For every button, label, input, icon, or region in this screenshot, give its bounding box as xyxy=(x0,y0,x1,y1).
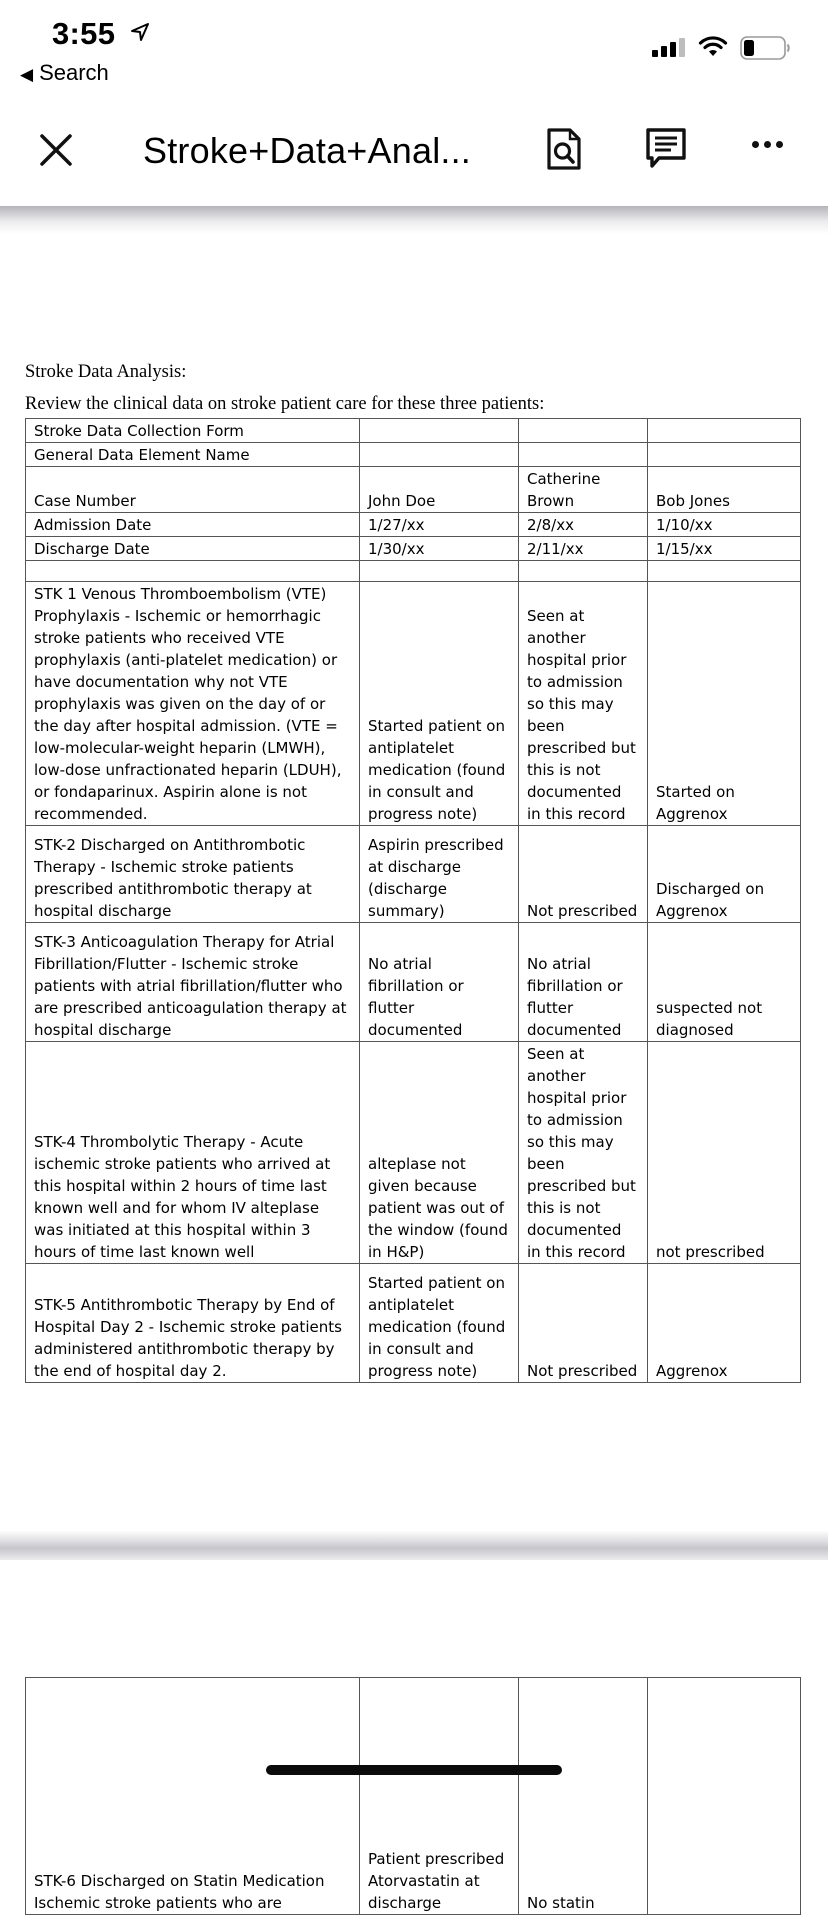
table-cell: 2/8/xx xyxy=(519,513,648,537)
back-app-label: Search xyxy=(39,60,109,85)
table-row xyxy=(26,537,801,561)
table-cell: 1/10/xx xyxy=(648,513,801,537)
document-heading: Stroke Data Analysis: xyxy=(25,362,187,382)
table-cell: STK-4 Thrombolytic Therapy - Acute ischemic stroke patients who arrived at this hospital within 2 hours of time last known well and for whom IV alteplase was initiated at this hospital within 3 hours of time last known well xyxy=(26,1042,360,1264)
table-cell: STK-5 Antithrombotic Therapy by End of Hospital Day 2 - Ischemic stroke patients administered antithrombotic therapy by the end of hospital day 2. xyxy=(26,1264,360,1383)
table-row xyxy=(26,443,801,467)
table-row xyxy=(26,1264,801,1383)
table-cell: Case Number xyxy=(26,467,360,513)
location-arrow-icon xyxy=(130,22,150,42)
stroke-data-table-page-2 xyxy=(25,1677,801,1915)
table-cell xyxy=(648,561,801,582)
table-cell xyxy=(26,561,360,582)
table-cell xyxy=(648,419,801,443)
find-in-document-icon[interactable] xyxy=(546,127,582,171)
table-cell: Discharged on Aggrenox xyxy=(648,826,801,923)
table-cell xyxy=(360,443,519,467)
table-cell: Stroke Data Collection Form xyxy=(26,419,360,443)
table-cell: STK 1 Venous Thromboembolism (VTE) Prophylaxis - Ischemic or hemorrhagic stroke patients who received VTE prophylaxis (anti-platelet medication) or have documentation why not VTE prophylaxis was given on the day of or the day after hospital admission. (VTE = low-molecular-weight heparin (LMWH), low-dose unfractionated heparin (LDUH), or fondaparinux. Aspirin alone is not recommended. xyxy=(26,582,360,826)
table-row xyxy=(26,582,801,826)
table-cell: Discharge Date xyxy=(26,537,360,561)
document-toolbar xyxy=(0,110,828,200)
page-break xyxy=(0,1530,828,1560)
table-cell: Patient prescribed Atorvastatin at discharge xyxy=(360,1678,519,1915)
table-cell xyxy=(648,443,801,467)
comments-icon[interactable] xyxy=(645,127,687,169)
table-row xyxy=(26,923,801,1042)
table-cell: Seen at another hospital prior to admission so this may been prescribed but this is not documented in this record xyxy=(519,1042,648,1264)
table-cell: STK-3 Anticoagulation Therapy for Atrial Fibrillation/Flutter - Ischemic stroke patients with atrial fibrillation/flutter who are prescribed anticoagulation therapy at hospital discharge xyxy=(26,923,360,1042)
wifi-icon xyxy=(698,34,728,58)
table-cell xyxy=(360,561,519,582)
more-options-icon[interactable] xyxy=(752,141,783,148)
table-cell: STK-2 Discharged on Antithrombotic Therapy - Ischemic stroke patients prescribed antithrombotic therapy at hospital discharge xyxy=(26,826,360,923)
table-cell: Admission Date xyxy=(26,513,360,537)
battery-icon xyxy=(740,36,792,60)
table-cell: suspected not diagnosed xyxy=(648,923,801,1042)
table-row xyxy=(26,1678,801,1915)
table-cell: 1/15/xx xyxy=(648,537,801,561)
table-cell: John Doe xyxy=(360,467,519,513)
table-row xyxy=(26,467,801,513)
document-title: Stroke+Data+Anal... xyxy=(143,130,471,171)
table-cell: No atrial fibrillation or flutter documented xyxy=(519,923,648,1042)
table-row xyxy=(26,419,801,443)
toolbar-shadow xyxy=(0,206,828,234)
table-cell: Not prescribed xyxy=(519,1264,648,1383)
document-subheading: Review the clinical data on stroke patient care for these three patients: xyxy=(25,394,545,414)
table-cell: alteplase not given because patient was out of the window (found in H&P) xyxy=(360,1042,519,1264)
home-indicator[interactable] xyxy=(266,1765,562,1775)
table-cell: STK-6 Discharged on Statin Medication Ischemic stroke patients who are xyxy=(26,1678,360,1915)
status-time: 3:55 xyxy=(52,16,116,51)
table-cell: Catherine Brown xyxy=(519,467,648,513)
table-cell xyxy=(519,561,648,582)
table-cell: not prescribed xyxy=(648,1042,801,1264)
table-cell: General Data Element Name xyxy=(26,443,360,467)
table-cell: Started patient on antiplatelet medication (found in consult and progress note) xyxy=(360,1264,519,1383)
table-cell: 2/11/xx xyxy=(519,537,648,561)
table-cell: Bob Jones xyxy=(648,467,801,513)
stroke-data-table xyxy=(25,418,801,1383)
table-cell: No statin xyxy=(519,1678,648,1915)
table-cell: Aspirin prescribed at discharge (discharge summary) xyxy=(360,826,519,923)
table-cell: No atrial fibrillation or flutter documented xyxy=(360,923,519,1042)
table-row xyxy=(26,1042,801,1264)
table-row xyxy=(26,513,801,537)
table-cell xyxy=(519,419,648,443)
table-cell: Started patient on antiplatelet medication (found in consult and progress note) xyxy=(360,582,519,826)
table-cell xyxy=(648,1678,801,1915)
table-cell: Aggrenox xyxy=(648,1264,801,1383)
table-cell xyxy=(519,443,648,467)
table-row xyxy=(26,561,801,582)
back-to-search-link[interactable] xyxy=(20,60,109,86)
table-cell: 1/30/xx xyxy=(360,537,519,561)
table-cell: Started on Aggrenox xyxy=(648,582,801,826)
close-icon[interactable] xyxy=(38,132,74,168)
back-triangle-icon: ◀ xyxy=(20,65,34,84)
table-cell: 1/27/xx xyxy=(360,513,519,537)
table-row xyxy=(26,826,801,923)
cellular-signal-icon xyxy=(652,38,685,57)
table-cell: Seen at another hospital prior to admission so this may been prescribed but this is not documented in this record xyxy=(519,582,648,826)
table-cell: Not prescribed xyxy=(519,826,648,923)
table-cell xyxy=(360,419,519,443)
